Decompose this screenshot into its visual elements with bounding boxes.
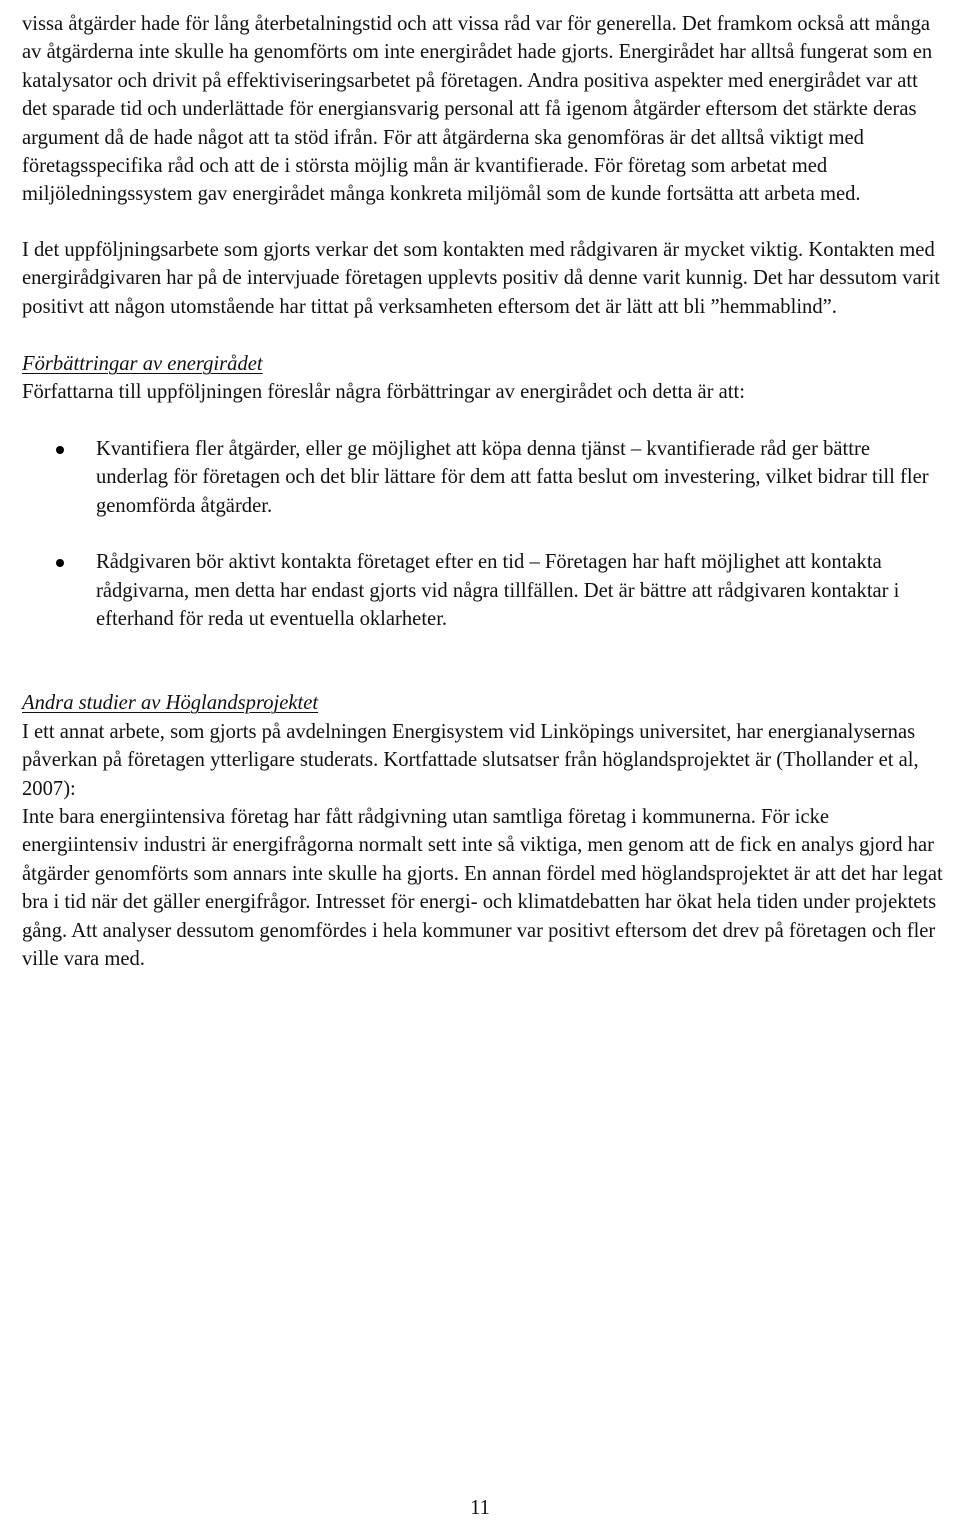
list-item-text: Kvantifiera fler åtgärder, eller ge möjlighet att köpa denna tjänst – kvantifierade råd ger bättre underlag för företagen och det blir lättare för dem att fatta beslut om investering, vilket bidrar till fler genomförda åtgärder. <box>96 437 929 517</box>
list-item <box>22 548 946 633</box>
paragraph-energy-advice-results: vissa åtgärder hade för lång återbetalningstid och att vissa råd var för generella. Det framkom också att många av åtgärderna inte skulle ha genomförts om inte energirådet hade gjorts. Energirådet har alltså fungerat som en katalysator och drivit på effektiviseringsarbetet på företagen. Andra positiva aspekter med energirådet var att det sparade tid och underlättade för energiansvarig personal att få igenom åtgärder eftersom det stärkte deras argument då de hade något att ta stöd ifrån. För att åtgärderna ska genomföras är det alltså viktigt med företagsspecifika råd och att de i största möjlig mån är kvantifierade. För företag som arbetat med miljöledningssystem gav energirådet många konkreta miljömål som de kunde fortsätta att arbeta med. <box>22 13 933 206</box>
section-body-other-studies: Inte bara energiintensiva företag har fått rådgivning utan samtliga företag i kommunerna. För icke energiintensiv industri är energifrågorna normalt sett inte så viktiga, men genom att de fick en analys gjord har åtgärder genomförts som annars inte skulle ha gjorts. En annan fördel med höglandsprojektet är att det har legat bra i tid när det gäller energifrågor. Intresset för energi- och klimatdebatten har ökat hela tiden under projektets gång. Att analyser dessutom genomfördes i hela kommuner var positivt eftersom det drev på företagen och fler ville vara med. <box>22 805 943 970</box>
section-improvements <box>22 350 946 633</box>
bullet-icon <box>56 446 64 454</box>
improvements-list-wrap <box>22 435 946 633</box>
section-other-studies <box>22 689 946 973</box>
section-intro-other-studies: I ett annat arbete, som gjorts på avdelningen Energisystem vid Linköpings universitet, har energianalysernas påverkan på företagen ytterligare studerats. Kortfattade slutsatser från höglandsprojektet är (Thollander et al, 2007): <box>22 720 919 800</box>
list-item <box>22 435 946 520</box>
section-heading-other-studies: Andra studier av Höglandsprojektet <box>22 692 319 715</box>
improvements-list <box>22 435 946 633</box>
paragraph-advisor-contact: I det uppföljningsarbete som gjorts verkar det som kontakten med rådgivaren är mycket viktig. Kontakten med energirådgivaren har på de intervjuade företagen upplevts positiv då denne varit kunnig. Det har dessutom varit positivt att någon utomstående har tittat på verksamheten eftersom det är lätt att bli ”hemmablind”. <box>22 238 941 318</box>
bullet-icon <box>56 559 64 567</box>
page-number: 11 <box>470 1497 490 1519</box>
section-heading-improvements: Förbättringar av energirådet <box>22 353 263 376</box>
list-item-text: Rådgivaren bör aktivt kontakta företaget efter en tid – Företagen har haft möjlighet att kontakta rådgivarna, men detta har endast gjorts vid några tillfällen. Det är bättre att rådgivaren kontaktar i efterhand för reda ut eventuella oklarheter. <box>96 551 900 630</box>
section-intro-improvements: Författarna till uppföljningen föreslår några förbättringar av energirådet och detta är att: <box>22 381 745 404</box>
document-page <box>22 10 946 973</box>
